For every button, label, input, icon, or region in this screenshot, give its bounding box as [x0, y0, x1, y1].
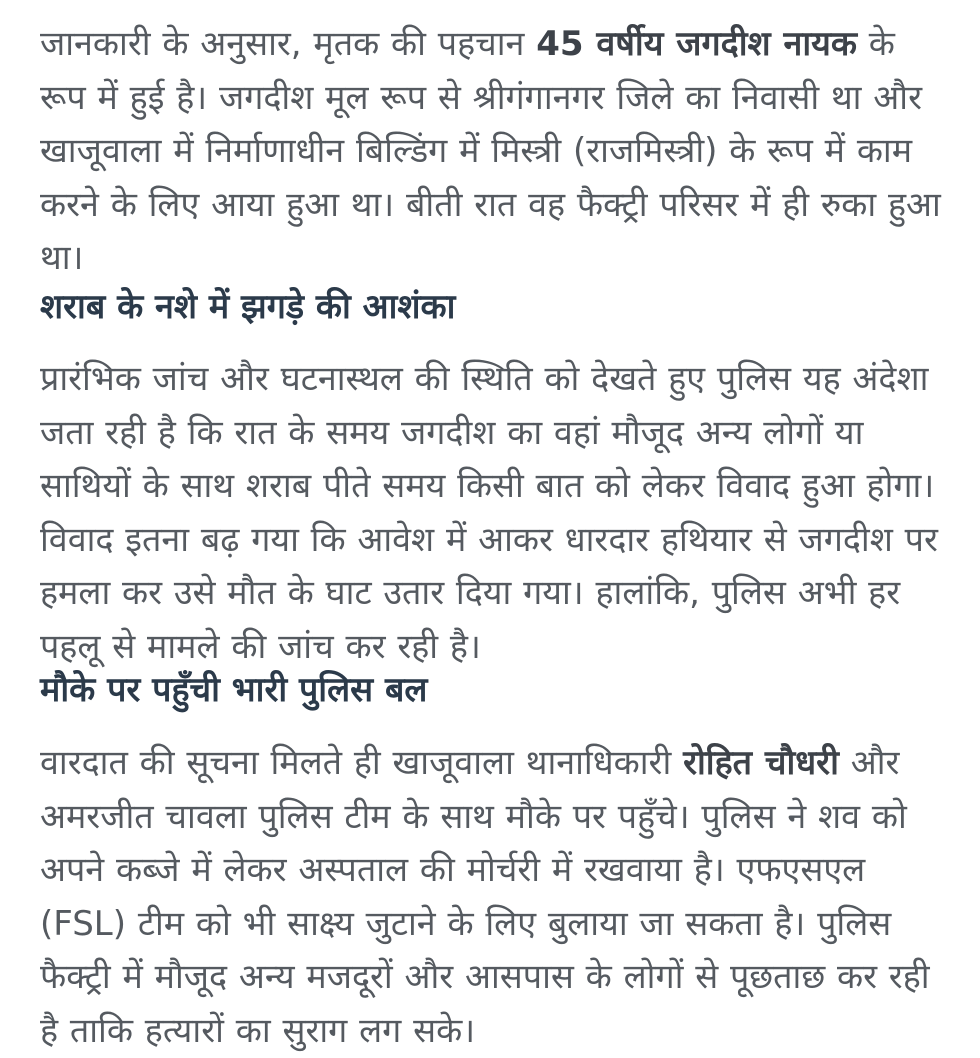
paragraph-identity-rest: के रूप में हुई है। जगदीश मूल रूप से श्रीगंगानगर जिले का निवासी था और खाजूवाला में निर्माणाधीन बिल्डिंग में मिस्त्री (राजमिस्त्री) के रूप में काम करने के लिए आया हुआ था। बीती रात वह फैक्ट्री परिसर में ही रुका हुआ था। — [40, 24, 941, 278]
victim-name-bold: 45 वर्षीय जगदीश नायक — [536, 24, 857, 64]
paragraph-police-lead: वारदात की सूचना मिलते ही खाजूवाला थानाधिकारी — [40, 743, 684, 783]
paragraph-identity — [40, 18, 942, 286]
paragraph-suspicion: प्रारंभिक जांच और घटनास्थल की स्थिति को देखते हुए पुलिस यह अंदेशा जता रही है कि रात के समय जगदीश का वहां मौजूद अन्य लोगों या साथियों के साथ शराब पीते समय किसी बात को लेकर विवाद हुआ होगा। विवाद इतना बढ़ गया कि आवेश में आकर धारदार हथियार से जगदीश पर हमला कर उसे मौत के घाट उतार दिया गया। हालांकि, पुलिस अभी हर पहलू से मामले की जांच कर रही है। — [40, 359, 938, 667]
paragraph-identity-lead: जानकारी के अनुसार, मृतक की पहचान — [40, 24, 537, 64]
officer-name-bold: रोहित चौधरी — [683, 743, 839, 783]
paragraph-police-rest: और अमरजीत चावला पुलिस टीम के साथ मौके पर पहुँचे। पुलिस ने शव को अपने कब्जे में लेकर अस्पताल की मोर्चरी में रखवाया है। एफएसएल (FSL) टीम को भी साक्ष्य जुटाने के लिए बुलाया जा सकता है। पुलिस फैक्ट्री में मौजूद अन्य मजदूरों और आसपास के लोगों से पूछताछ कर रही है ताकि हत्यारों का सुराग लग सके। — [40, 743, 930, 1051]
section-heading-police: मौके पर पहुँची भारी पुलिस बल — [40, 670, 428, 710]
section-heading-quarrel: शराब के नशे में झगड़े की आशंका — [40, 287, 456, 327]
paragraph-police-action — [40, 737, 942, 1058]
